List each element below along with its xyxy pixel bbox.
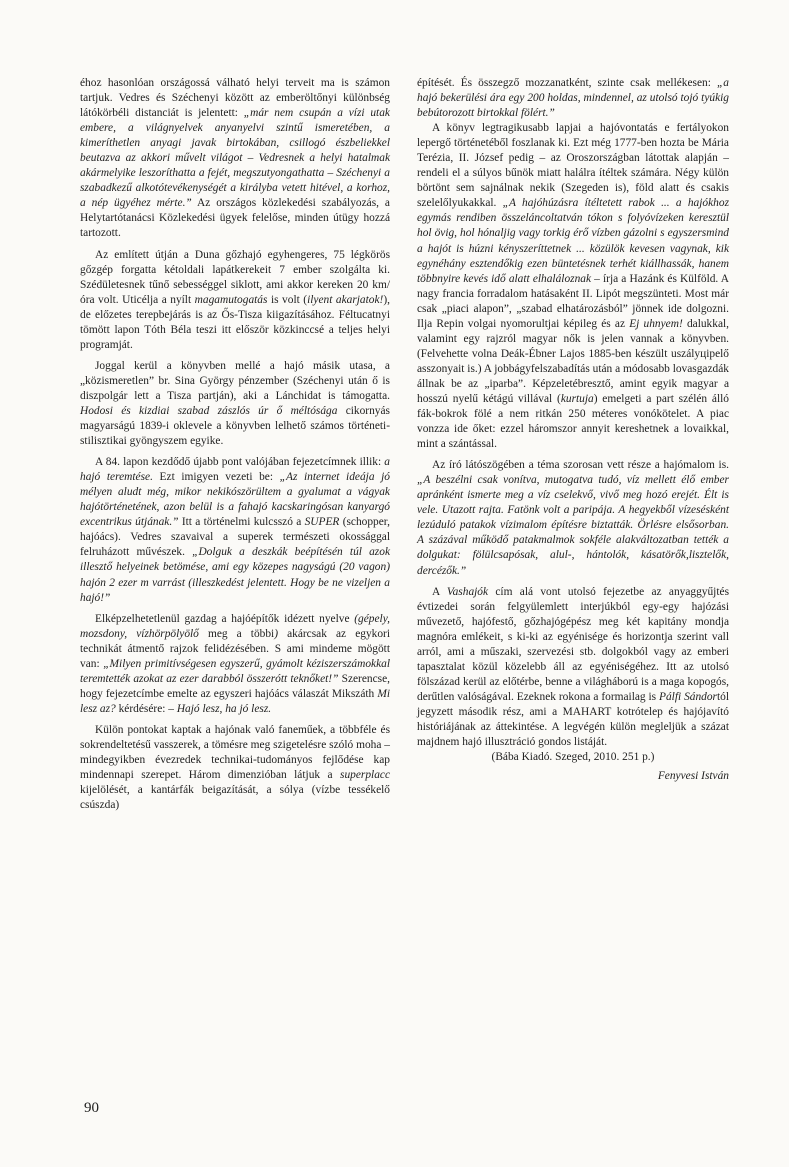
left-column-paragraph: Joggal kerül a könyvben mellé a hajó másik utasa, a „közismeretlen” br. Sina György pénzember (Széchenyi után ő is diszpolgár lett a Tisza partján), aki a Lánchidat is támogatta. Hodosi és kizdiai szabad zászlós úr ő méltósága cikornyás magyarságú 1839-i oklevele a könyvben lelhető számos történeti-stilisztikai gyöngyszem egyike.	[80, 359, 390, 448]
left-column-paragraph: A 84. lapon kezdődő újabb pont valójában fejezetcímnek illik: a hajó teremtése. Ezt imigyen vezeti be: „Az internet ideája jó mélyen aludt még, mikor nekikószörültem a gyalumat a vágyak hajótörténetének, azon belül is a fahajó kacskaringósan kanyargó excentrikus útjának.” Itt a történelmi kulcsszó a SUPER (schopper, hajóács). Vedres szavaival a superek természeti okossággal felruházott művészek. „Dolguk a deszkák beépítésén túl azok illesztő helyeinek betömése, ami egy közepes nagyságú (20 vagon) hajón 2 ezer m varrást (illeszkedést jelentett. Hogy be ne vizeljen a hajó!”	[80, 456, 390, 604]
left-column-paragraph: Elképzelhetetlenül gazdag a hajóépítők idézett nyelve (gépely, mozsdony, vízhörpölyölő meg a többi) akárcsak az egykori technikát átmentő rajzok felidézésében. S ami mindeme mögött van: „Milyen primitívségesen egyszerű, gyámolt kéziszerszámokkal teremtették azokat az ezer darabból összerótt teknőket!” Szerencse, hogy fejezetcímbe emelte az egyszeri hajóács válaszát Mikszáth Mi lesz az? kérdésére: – Hajó lesz, ha jó lesz.	[80, 612, 390, 715]
right-column-paragraph: Az író látószögében a téma szorosan vett része a hajómalom is. „A beszélni csak vonítva, mutogatva tudó, víz mellett élő ember apránként ismerte meg a víz cselekvő, vivő meg hozó erejét. Élt is vele. Utazott rajta. Fatönk volt a paripája. A hegyekből vízesésként lezúduló patakok vízimalom építésre biztatták. Örlésre elsősorban. A százával működő patakmalmok sokféle alakváltozatban tették a dolgukat: fölülcsapósak, alul-, hántolók, kásatörők,lisztelők, dercézők.”	[417, 459, 729, 577]
right-column-paragraph: építését. És összegző mozzanatként, szinte csak mellékesen: „a hajó bekerülési ára egy 200 holdas, mindennel, az utolsó tojó tyúkig bebútorozott birtokkal fölért.”	[417, 77, 729, 120]
right-column-paragraph: (Bába Kiadó. Szeged, 2010. 251 p.)	[491, 751, 655, 764]
page-number: 90	[84, 1100, 99, 1116]
left-column-paragraph: Külön pontokat kaptak a hajónak való faneműek, a többféle és sokrendeltetésű vasszerek, a tömésre meg szigetelésre szóló moha – mindegyikben évezredek technikai-tudományos fejlődése kap mindennapi szerepet. Három dimenzióban látjuk a superplacc kijelölését, a kantárfák beigazítását, a sólya (vízbe tessékelő csúszda)	[80, 723, 390, 812]
left-column-paragraph: Az említett útján a Duna gőzhajó egyhengeres, 75 légkörös gőzgép forgatta kétoldali lapátkerekeit 7 ember szolgálta ki. Szédületesnek tűnő sebességgel siklott, ami akkor kereken 20 km/óra volt. Uticélja a nyílt magamutogatás is volt (ilyent akarjatok!), de előzetes terepbejárás is az Ős-Tisza kiigazításához. Féltucatnyi tömött lapon Tóth Béla teszi itt először közkinccsé a teljes helyi programját.	[80, 248, 390, 351]
left-column-paragraph: éhoz hasonlóan országossá válható helyi terveit ma is számon tartjuk. Vedres és Széchenyi között az emberöltőnyi különbség látókörbéli distanciát is jelentett: „már nem csupán a vízi utak embere, a világnyelvek anyanyelvi szintű ismeretében, a kimeríthetlen anyagi javak birtokában, csillogó észbeliekkel beutazva az akkori művelt világot – Vedresnek a helyi hatalmak akármelyike leszoríthatta a fejét, megszutyongathatta – Széchenyi a szabadkezű alkotótevékenységét a királyba vetett hitével, a korhoz, a nép ügyéhez mérte.” Az országos közlekedési szabályozás, a Helytartótanácsi Közlekedési ügyek felelőse, minden útügy hozzá tartozott.	[80, 77, 390, 240]
left-text-column	[80, 76, 390, 813]
right-column-paragraph: A könyv legtragikusabb lapjai a hajóvontatás e fertályokon lepergő történetéből foszlanak ki. Ezt még 1777-ben hozta be Mária Terézia, II. József pedig – az Oroszországban látottak alapján – rendeli el a súlyos bűnök miatt halálra ítéltek számára. Négy külön börtönt sem sajnálnak nekik (Szegeden is), föld alatt és csakis szelelőlyukakkal. „A hajóhúzásra ítéltetett rabok ... a hajókhoz egymás rendiben összeláncoltatván tókon s folyóvízeken keresztül hol övig, hol hónaljig vagy torkig érő vízben gázolni s egyszersmind a hajót is húzni kényszeríttetnek ... közülök kevesen vagynak, kik egynéhány esztendőkig ezen büntetésnek terhét kiállhassák, hanem többnyire kevés idő alatt elhaláloznak – írja a Hazánk és Külföld. A nagy francia forradalom hatásaként II. Lipót megszünteti. Most már csak „piaci alapon”, „szabad elhatározásból” jönnek ide dolgozni. Ilja Repin volgai nyomorultjai képileg és az Ej uhnyem! dalukkal, valamint egy rajzról magyar nők is jelen vannak a könyvben. (Felvehette volna Deák-Ébner Lajos 1885-ben készült uszályцipelő asszonyait is.) A jobbágyfelszabadítás után a módosabb lovasgazdák állnak be az „iparba”. Képzeletébresztő, amint egyik magyar a hosszú nyelű kétágú villával (kurtuja) emelgeti a part szélén álló fák-bokrok fölé a nem ritkán 250 méteres vonókötelet. A piac vonzza ide őket: ezzel háromszor annyit kereshetnek a lovaikkal, mint a szántással.	[417, 122, 730, 451]
right-column-paragraph: A Vashajók cím alá vont utolsó fejezetbe az anyaggyűjtés évtizedei során felgyülemlett interjúkból egy-egy hajózási művezető, hajófestő, gőzhajógépész meg két kapitány mondja magnóra emlékeit, s ki-ki az egyénisége és horizontja szerint vall arról, ami a műszaki, szervezési stb. dolgokból vagy az emberi tapasztalat közül közelebb áll az egyéniségéhez. Itt az utolsó fölszázad kerül az előtérbe, benne a világháború is a maga kopogós, derűtlen valóságával. Ezeknek rokona a formailag is Pálfi Sándortól jegyzett második rész, ami a MAHART kotrótelep és hajójavító históriájának az áttekintése. A legvégén külön megleljük a százat majdnem hajó illusztráció gondos listáját.	[417, 585, 730, 749]
right-text-column	[417, 76, 729, 784]
right-column-paragraph: Fenyvesi István	[657, 770, 729, 783]
